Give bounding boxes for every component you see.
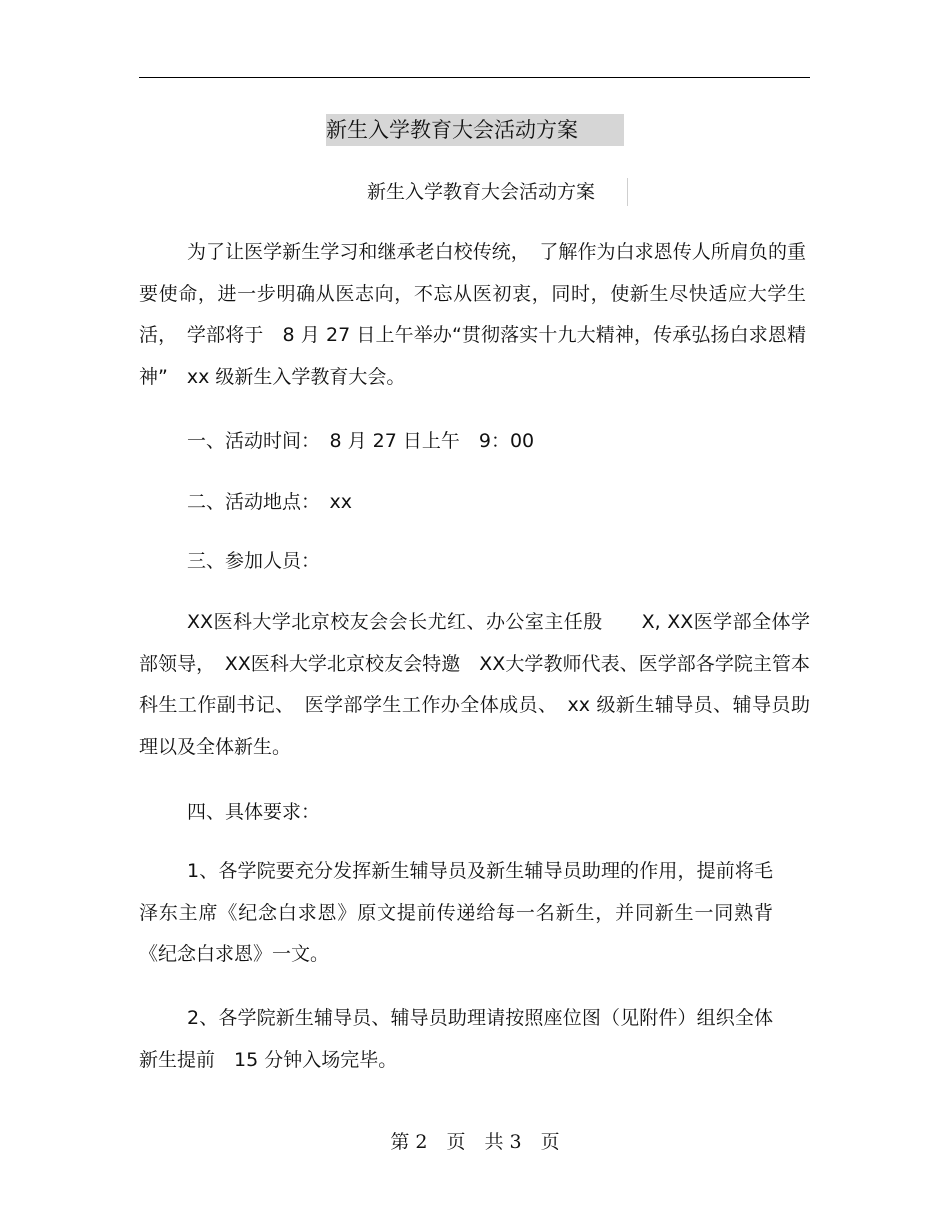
document-subtitle: 新生入学教育大会活动方案 xyxy=(367,178,628,206)
requirement-1: 1、各学院要充分发挥新生辅导员及新生辅导员助理的作用，提前将毛泽东主席《纪念白求恩》原文提前传递给每一名新生，并同新生一同熟背《纪念白求恩》一文。 xyxy=(139,860,773,965)
document-title: 新生入学教育大会活动方案 xyxy=(326,114,624,146)
page-footer: 第 2 页 共 3 页 xyxy=(390,1131,560,1153)
header-rule xyxy=(139,77,810,78)
participants-paragraph: XX医科大学北京校友会会长尤红、办公室主任殷 X, XX医学部全体学部领导， XX医科大学北京校友会特邀 XX大学教师代表、医学部各学院主管本科生工作副书记、 医学部学生工作办全体成员、 xx 级新生辅导员、辅导员助理以及全体新生。 xyxy=(139,611,810,758)
activity-location: 二、活动地点： xx xyxy=(187,491,352,513)
participants-heading: 三、参加人员： xyxy=(187,550,321,572)
requirements-heading: 四、具体要求： xyxy=(187,801,321,823)
activity-time: 一、活动时间： 8 月 27 日上午 9：00 xyxy=(187,430,535,452)
requirement-2: 2、各学院新生辅导员、辅导员助理请按照座位图（见附件）组织全体新生提前 15 分钟入场完毕。 xyxy=(139,1007,773,1071)
intro-paragraph: 为了让医学新生学习和继承老白校传统， 了解作为白求恩传人所肩负的重要使命，进一步明确从医志向，不忘从医初衷，同时，使新生尽快适应大学生活， 学部将于 8 月 27 日上午举办“贯彻落实十九大精神，传承弘扬白求恩精神” xx 级新生入学教育大会。 xyxy=(139,241,806,388)
